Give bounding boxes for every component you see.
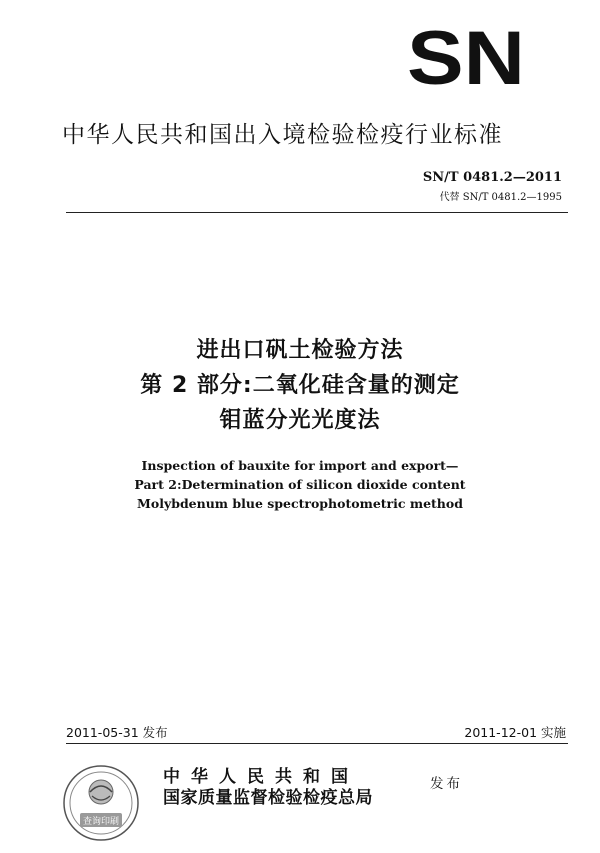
sn-logo-graphic [406, 22, 526, 92]
header-divider [66, 212, 568, 213]
chinese-title-line-2: 第 2 部分:二氧化硅含量的测定 [140, 373, 460, 398]
english-title-line-1: Inspection of bauxite for import and export— [141, 458, 459, 473]
replaces-standard: 代替 SN/T 0481.2—1995 [439, 192, 562, 203]
official-seal [60, 762, 142, 844]
issuer-country: 中华人民共和国 [163, 767, 359, 787]
implementation-date: 2011-12-01 实施 [464, 725, 566, 740]
standard-number: SN/T 0481.2—2011 [422, 170, 562, 185]
sn-logo-text: SN [407, 22, 525, 92]
issuer-agency: 国家质量监督检验检疫总局 [163, 788, 373, 808]
english-title-line-2: Part 2:Determination of silicon dioxide content [134, 477, 466, 492]
standard-category-title: 中华人民共和国出入境检验检疫行业标准 [62, 122, 503, 148]
chinese-title-line-3: 钼蓝分光光度法 [219, 408, 381, 433]
sn-logo [406, 22, 526, 92]
english-title-line-3: Molybdenum blue spectrophotometric method [137, 496, 463, 511]
footer-divider [66, 743, 568, 744]
issue-date: 2011-05-31 发布 [66, 725, 168, 740]
publish-label: 发布 [430, 776, 463, 792]
seal-graphic [60, 762, 142, 844]
seal-text: 查询印刷 [82, 817, 120, 827]
chinese-title-line-1: 进出口矾土检验方法 [196, 338, 404, 363]
